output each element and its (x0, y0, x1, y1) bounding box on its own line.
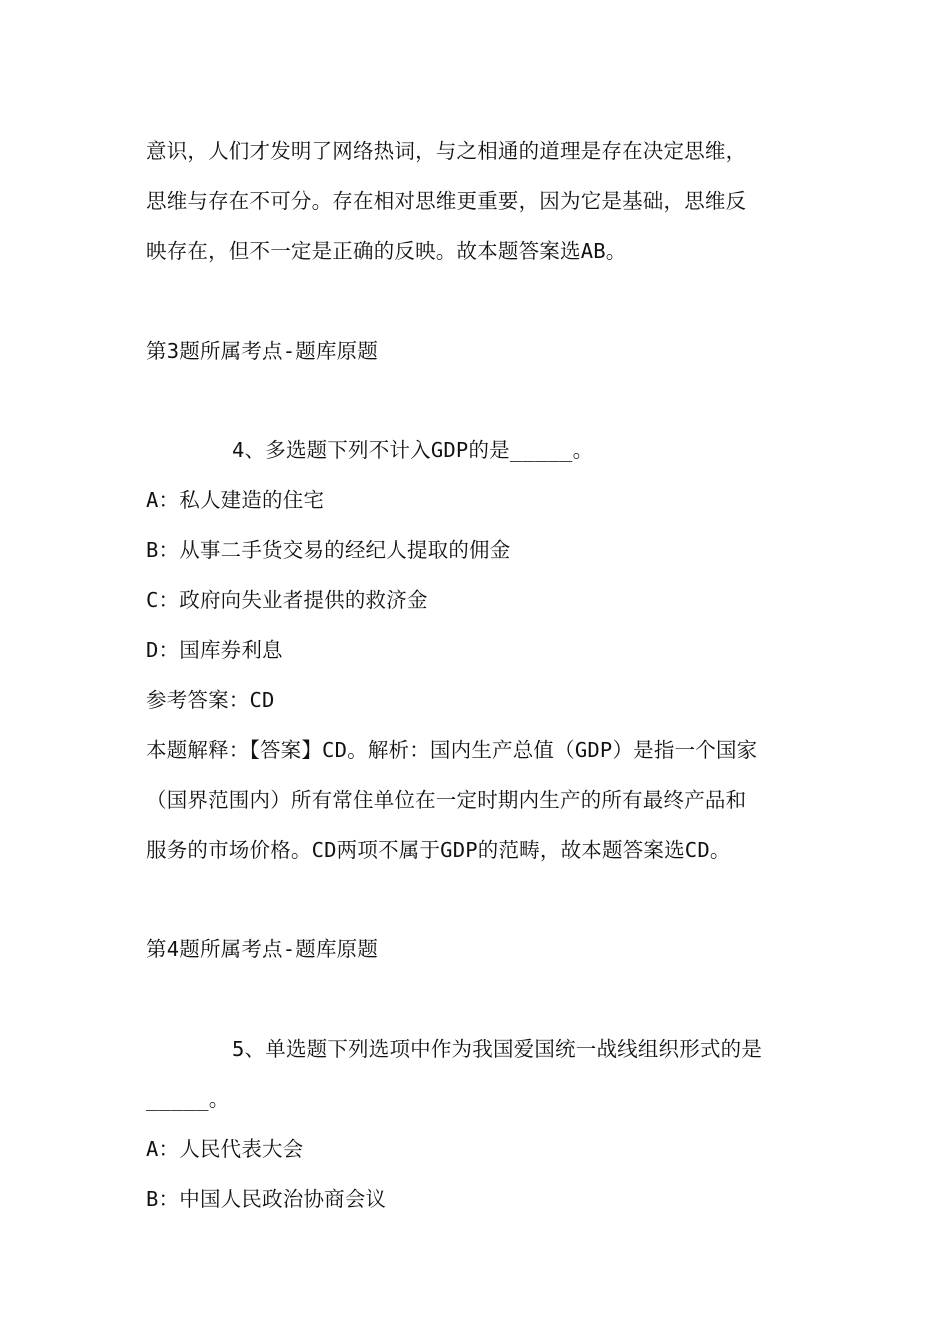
q5-stem-line-2: _____。 (146, 1087, 230, 1111)
q3-knowledge-point: 第3题所属考点-题库原题 (146, 339, 379, 363)
q4-option-d: D：国库券利息 (146, 638, 283, 662)
q3-explanation-line-2: 思维与存在不可分。存在相对思维更重要，因为它是基础，思维反 (146, 189, 747, 213)
q4-answer: 参考答案：CD (146, 688, 275, 712)
q4-stem: 4、多选题下列不计入GDP的是_____。 (232, 438, 594, 462)
q5-stem-line-1: 5、单选题下列选项中作为我国爱国统一战线组织形式的是 (232, 1037, 763, 1061)
q4-explanation-line-1: 本题解释：【答案】CD。解析：国内生产总值（GDP）是指一个国家 (146, 738, 758, 762)
q4-knowledge-point: 第4题所属考点-题库原题 (146, 937, 379, 961)
q3-explanation-line-1: 意识，人们才发明了网络热词，与之相通的道理是存在决定思维， (146, 139, 747, 163)
q5-option-b: B：中国人民政治协商会议 (146, 1187, 387, 1211)
q4-option-c: C：政府向失业者提供的救济金 (146, 588, 428, 612)
q5-option-a: A：人民代表大会 (146, 1137, 304, 1161)
q4-option-a: A：私人建造的住宅 (146, 488, 325, 512)
q3-explanation-line-3: 映存在，但不一定是正确的反映。故本题答案选AB。 (146, 239, 627, 263)
q4-explanation-line-3: 服务的市场价格。CD两项不属于GDP的范畴，故本题答案选CD。 (146, 838, 731, 862)
q4-explanation-line-2: （国界范围内）所有常住单位在一定时期内生产的所有最终产品和 (146, 788, 747, 812)
q4-option-b: B：从事二手货交易的经纪人提取的佣金 (146, 538, 511, 562)
